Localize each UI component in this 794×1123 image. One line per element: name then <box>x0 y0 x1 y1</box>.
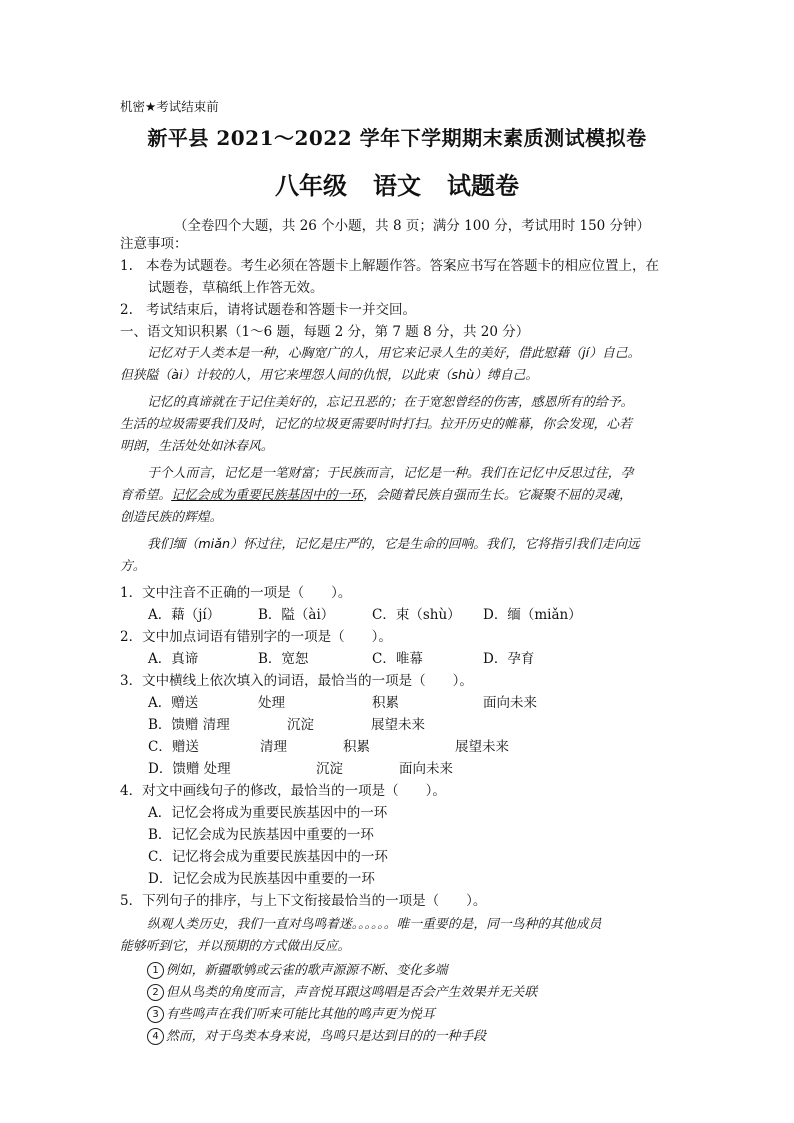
option-a: A．赠送 <box>148 695 199 711</box>
option-word: 面向未来 <box>399 761 453 777</box>
sentence-item <box>147 1004 435 1026</box>
option-word: 沉淀 <box>287 717 314 733</box>
circled-number: 1 <box>147 962 164 979</box>
option-c: C．唯幕 <box>372 651 423 667</box>
passage-line: 记忆对于人类本是一种，心胸宽广的人，用它来记录人生的美好，借此慰藉（jí）自己。 <box>147 346 641 361</box>
option-word: 展望未来 <box>455 739 509 755</box>
sentence-text: 然而，对于鸟类本身来说，鸟鸣只是达到目的的一种手段 <box>166 1029 486 1044</box>
passage-line: 于个人而言，记忆是一笔财富；于民族而言，记忆是一种。我们在记忆中反思过往，孕 <box>147 466 634 481</box>
sentence-text: 但从鸟类的角度而言，声音悦耳跟这鸣唱是否会产生效果并无关联 <box>166 985 538 1000</box>
passage-line: 明朗，生活处处如沐春风。 <box>120 439 274 454</box>
option-word: 沉淀 <box>316 761 343 777</box>
question-stem: 3．文中横线上依次填入的词语，最恰当的一项是（ ）。 <box>120 673 473 689</box>
grade-label: 八年级 <box>275 171 347 200</box>
passage-line: 纵观人类历史，我们一直对鸟鸣着迷。。。。。。唯一重要的是，同一鸟种的其他成员 <box>147 917 602 932</box>
sentence-text: 例如，新疆歌鸲或云雀的歌声源源不断、变化多端 <box>166 963 448 978</box>
option-a: A．记忆会将成为重要民族基因中的一环 <box>148 805 388 821</box>
passage-line: 生活的垃圾需要我们及时，记忆的垃圾更需要时时打扫。拉开历史的帷幕，你会发现，心若 <box>120 417 632 432</box>
passage-line: 能够听到它，并以预期的方式做出反应。 <box>120 939 351 954</box>
sentence-item <box>147 982 537 1004</box>
circled-number: 2 <box>147 984 164 1001</box>
note-text: 考试结束后，请将试题卷和答题卡一并交回。 <box>146 302 416 318</box>
note-item <box>120 255 659 277</box>
option-word: 处理 <box>258 695 285 711</box>
option-b: B．记忆会成为民族基因中重要的一环 <box>148 827 374 843</box>
exam-title: 新平县 2021～2022 学年下学期期末素质测试模拟卷 <box>147 126 647 150</box>
note-number: 2. <box>120 302 133 318</box>
passage-line: 但狭隘（ài）计较的人，用它来埋怨人间的仇恨，以此束（shù）缚自己。 <box>120 368 539 383</box>
exam-info: （全卷四个大题，共 26 个小题，共 8 页；满分 100 分，考试用时 150 分钟） <box>173 218 651 234</box>
circled-number: 4 <box>147 1028 164 1045</box>
option-a: A．藉（jí） <box>148 607 221 623</box>
option-d: D．缅（miǎn） <box>483 607 582 623</box>
passage-line: 我们缅（miǎn）怀过往，记忆是庄严的，它是生命的回响。我们，它将指引我们走向远 <box>147 537 640 552</box>
note-number: 1. <box>120 258 133 274</box>
option-d: D．记忆会成为民族基因中重要的一环 <box>148 871 375 887</box>
option-c: C．赠送 <box>148 739 199 755</box>
option-word: 展望未来 <box>371 717 425 733</box>
question-stem: 2．文中加点词语有错别字的一项是（ ）。 <box>120 629 392 645</box>
note-text-continued: 试题卷，草稿纸上作答无效。 <box>148 280 324 296</box>
question-stem: 4．对文中画线句子的修改，最恰当的一项是（ ）。 <box>120 783 446 799</box>
option-word: 面向未来 <box>483 695 537 711</box>
question-stem: 5．下列句子的排序，与上下文衔接最恰当的一项是（ ）。 <box>120 893 487 909</box>
exam-subtitle <box>0 166 794 201</box>
sentence-text: 有些鸣声在我们听来可能比其他的鸣声更为悦耳 <box>166 1007 435 1022</box>
confidential-label: 机密★考试结束前 <box>120 99 219 114</box>
passage-line <box>120 485 632 507</box>
question-stem: 1．文中注音不正确的一项是（ ）。 <box>120 585 352 601</box>
option-word: 积累 <box>372 695 399 711</box>
option-c: C．束（shù） <box>372 607 461 623</box>
note-text: 本卷为试题卷。考生必须在答题卡上解题作答。答案应书写在答题卡的相应位置上，在 <box>146 258 659 274</box>
option-a: A．真谛 <box>148 651 199 667</box>
passage-line: 创造民族的辉煌。 <box>120 510 223 525</box>
underlined-sentence: 记忆会成为重要民族基因中的一环 <box>171 488 364 503</box>
passage-text: 育希望。 <box>120 488 172 503</box>
subject-label: 语文 <box>373 171 421 200</box>
option-d: D．馈赠 处理 <box>148 761 231 777</box>
passage-line: 记忆的真谛就在于记住美好的，忘记丑恶的；在于宽恕曾经的伤害，感恩所有的给予。 <box>147 395 634 410</box>
option-word: 积累 <box>343 739 370 755</box>
section-heading: 一、语文知识积累（1～6 题，每题 2 分，第 7 题 8 分，共 20 分） <box>120 324 530 340</box>
option-b: B．隘（ài） <box>258 607 335 623</box>
notes-heading: 注意事项： <box>120 236 188 252</box>
passage-line: 方。 <box>120 559 146 574</box>
circled-number: 3 <box>147 1006 164 1023</box>
option-b: B．馈赠 清理 <box>148 717 230 733</box>
note-item <box>120 299 416 321</box>
paper-type-label: 试题卷 <box>447 171 519 200</box>
sentence-item <box>147 1026 486 1048</box>
option-c: C．记忆将会成为重要民族基因中的一环 <box>148 849 388 865</box>
option-b: B．宽恕 <box>258 651 309 667</box>
option-d: D．孕育 <box>483 651 535 667</box>
option-word: 清理 <box>260 739 287 755</box>
passage-text: ，会随着民族自强而生长。它凝聚不屈的灵魂， <box>363 488 632 503</box>
sentence-item <box>147 960 448 982</box>
